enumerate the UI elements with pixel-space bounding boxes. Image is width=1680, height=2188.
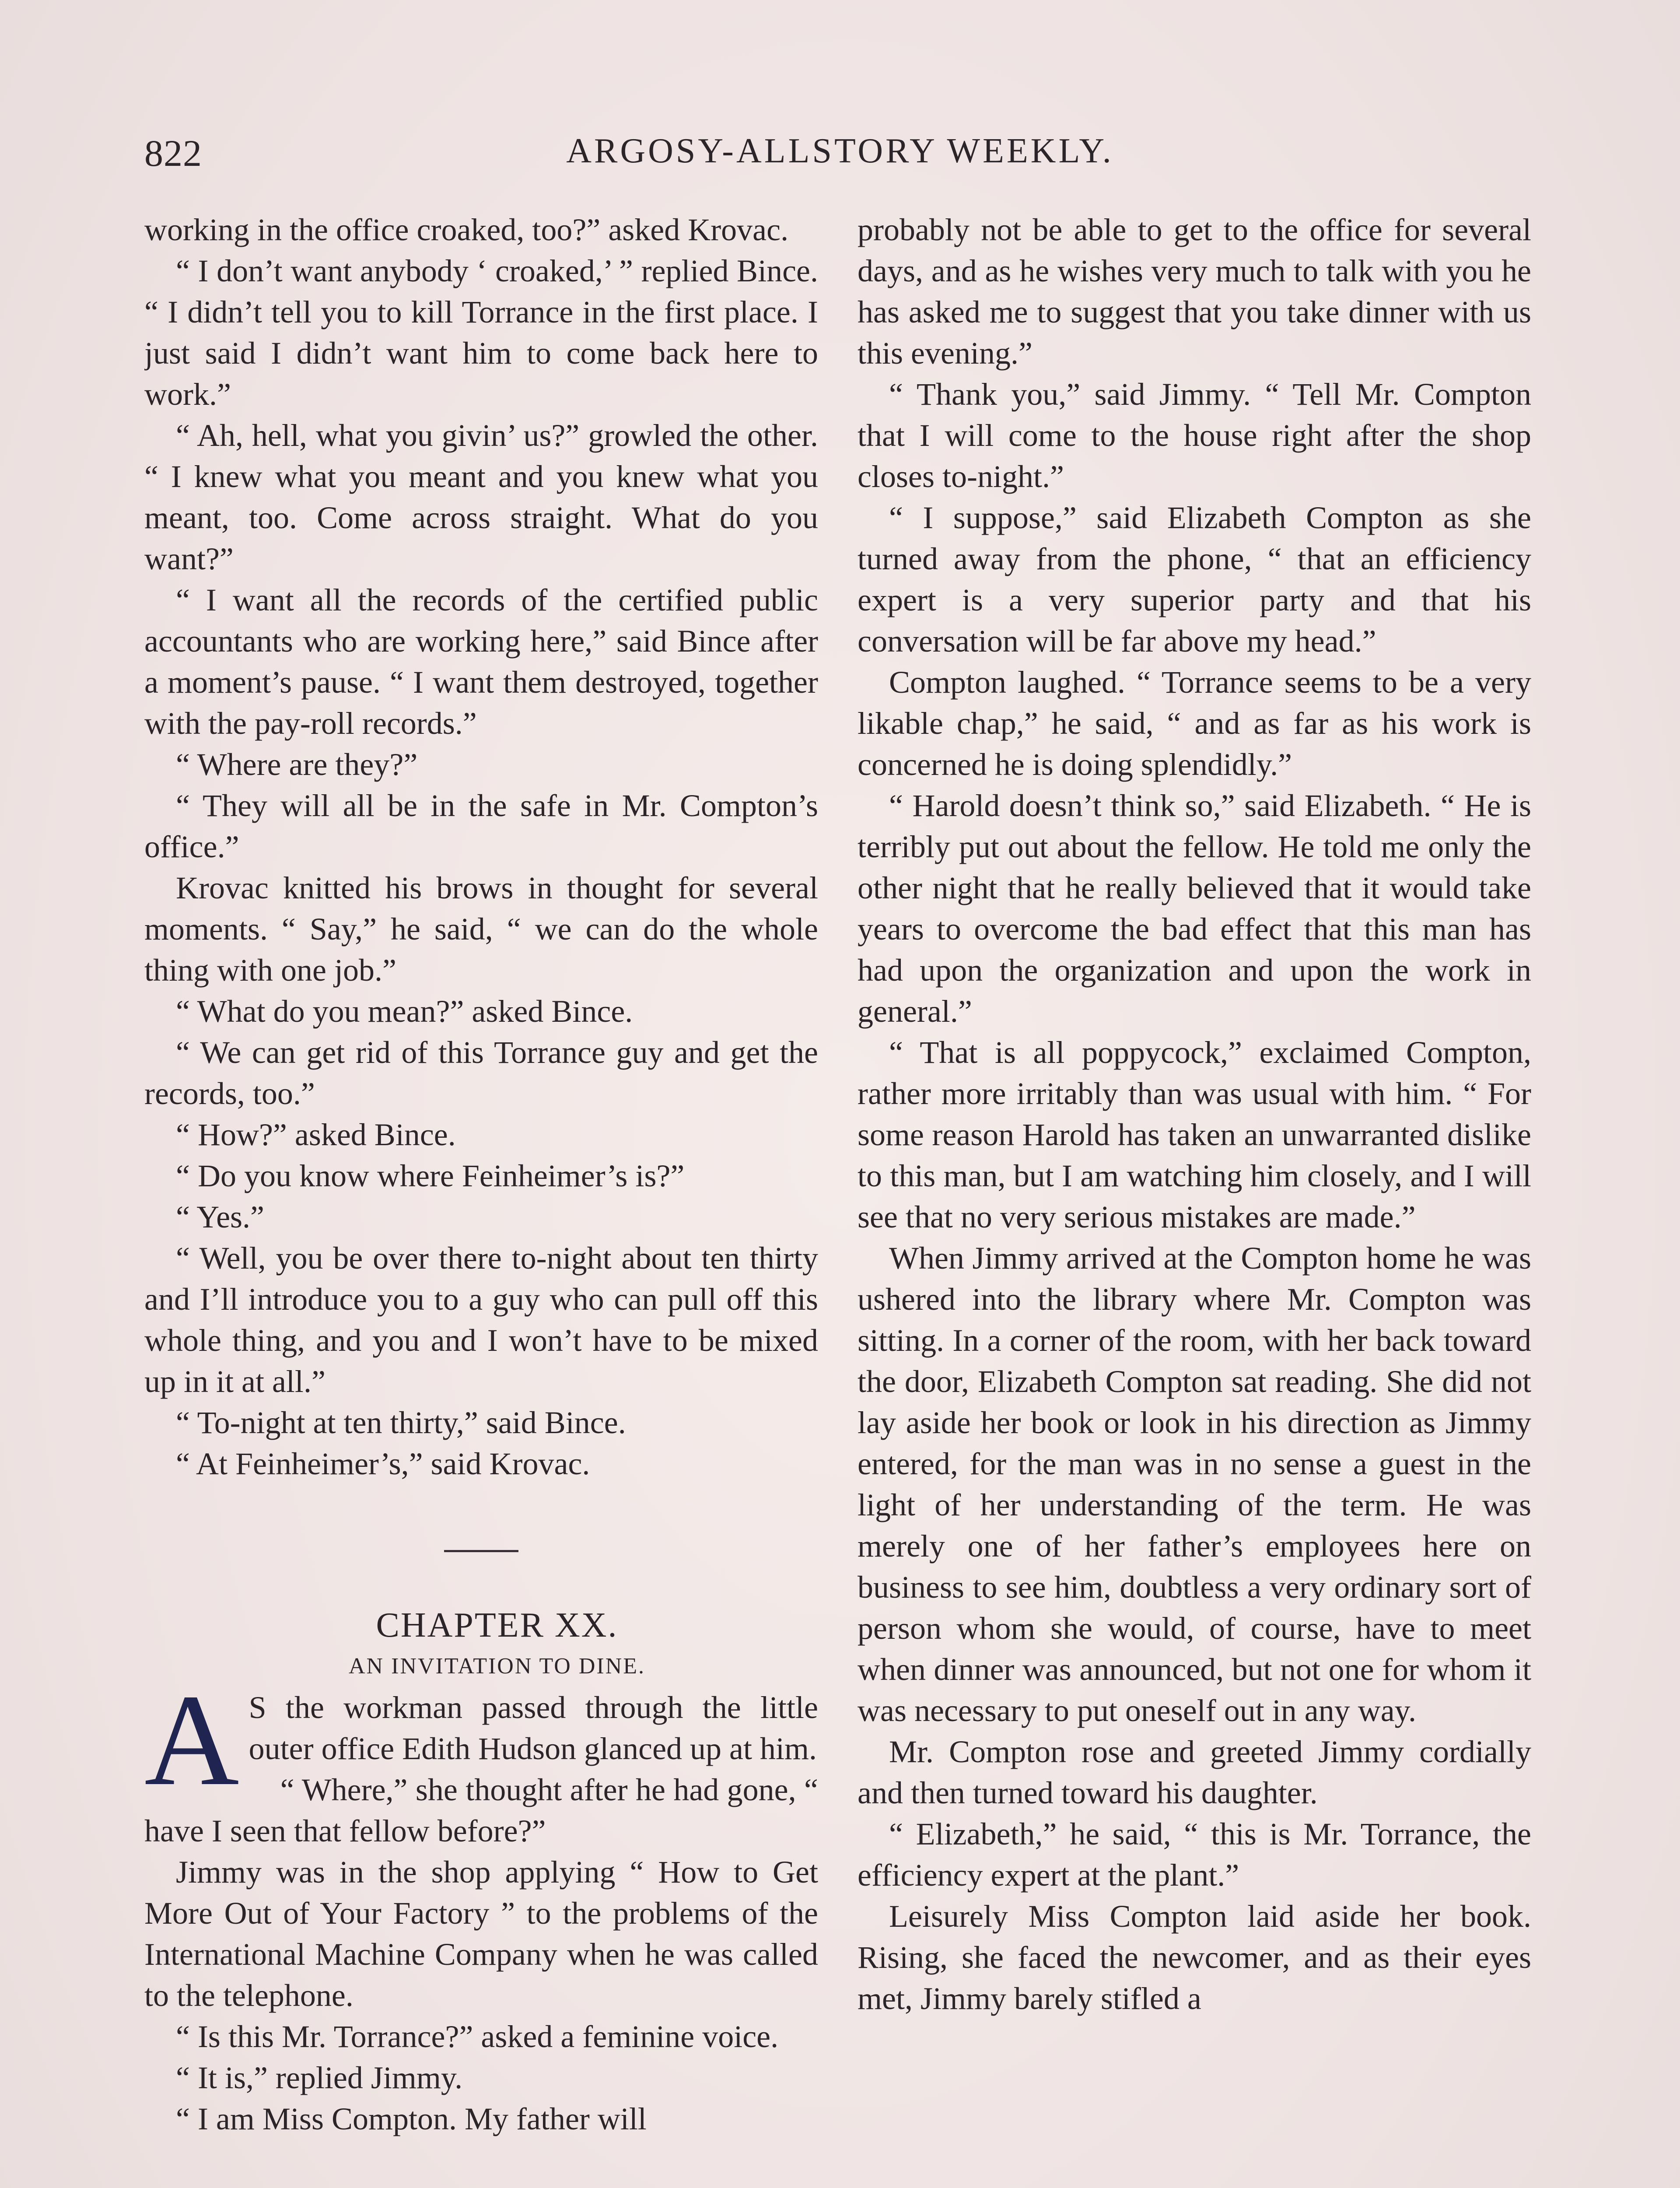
page-header <box>144 131 1536 179</box>
section-divider <box>444 1550 518 1552</box>
paragraph: “ To-night at ten thirty,” said Bince. <box>176 1405 626 1440</box>
paragraph: “ How?” asked Bince. <box>176 1117 456 1152</box>
paragraph: “ What do you mean?” asked Bince. <box>176 994 633 1029</box>
right-column <box>858 209 1531 2188</box>
paragraph: Compton laughed. “ Torrance seems to be a very likable chap,” he said, “ and as far as his work is concerned he is doing splendidly.” <box>858 665 1531 782</box>
paragraph: “ They will all be in the safe in Mr. Compton’s office.” <box>144 788 818 864</box>
paragraph: “ I want all the records of the certified public accountants who are working here,” said Bince after a moment’s pause. “ I want them destroyed, together with the pay-roll records.” <box>144 582 818 741</box>
paragraph: Leisurely Miss Compton laid aside her book. Rising, she faced the newcomer, and as their eyes met, Jimmy barely stifled a <box>858 1899 1531 2016</box>
paragraph: Krovac knitted his brows in thought for several moments. “ Say,” he said, “ we can do the whole thing with one job.” <box>144 870 818 988</box>
paragraph: “ Where,” she thought after he had gone, “ have I seen that fellow before?” <box>144 1772 818 1848</box>
paragraph: “ Thank you,” said Jimmy. “ Tell Mr. Compton that I will come to the house right after the shop closes to-night.” <box>858 377 1531 494</box>
paragraph: “ Well, you be over there to-night about ten thirty and I’ll introduce you to a guy who can pull off this whole thing, and you and I won’t have to be mixed up in it at all.” <box>144 1241 818 1399</box>
running-head: ARGOSY-ALLSTORY WEEKLY. <box>566 132 1114 170</box>
paragraph: “ Harold doesn’t think so,” said Elizabeth. “ He is terribly put out about the fellow. He told me only the other night that he really believed that it would take years to overcome the bad effect that this man has had upon the organization and upon the work in general.” <box>858 788 1531 1029</box>
paragraph: “ Is this Mr. Torrance?” asked a feminine voice. <box>176 2019 779 2054</box>
paragraph: “ At Feinheimer’s,” said Krovac. <box>176 1446 590 1481</box>
drop-cap: A <box>144 1667 239 1813</box>
paragraph: “ Elizabeth,” he said, “ this is Mr. Torrance, the efficiency expert at the plant.” <box>858 1816 1531 1893</box>
paragraph: “ I suppose,” said Elizabeth Compton as she turned away from the phone, “ that an efficiency expert is a very superior party and that his conversation will be far above my head.” <box>858 500 1531 659</box>
paragraph: When Jimmy arrived at the Compton home he was ushered into the library where Mr. Compton was sitting. In a corner of the room, with her back toward the door, Elizabeth Compton sat reading. She did not lay aside her book or look in his direction as Jimmy entered, for the man was in no sense a guest in the light of her understanding of the term. He was merely one of her father’s employees here on business to see him, doubtless a very ordinary sort of person whom she would, of course, have to meet when dinner was announced, but not one for whom it was necessary to put oneself out in any way. <box>858 1241 1531 1728</box>
paragraph: “ Yes.” <box>176 1199 265 1234</box>
paragraph: “ Ah, hell, what you givin’ us?” growled the other. “ I knew what you meant and you knew what you meant, too. Come across straight. What do you want?” <box>144 418 818 576</box>
left-column <box>144 209 818 2188</box>
paragraph: “ I don’t want anybody ‘ croaked,’ ” replied Bince. “ I didn’t tell you to kill Torrance in the first place. I just said I didn’t want him to come back here to work.” <box>144 253 818 412</box>
paragraph: “ That is all poppycock,” exclaimed Compton, rather more irritably than was usual with him. “ For some reason Harold has taken an unwarranted dislike to this man, but I am watching him closely, and I will see that no very serious mistakes are made.” <box>858 1035 1531 1234</box>
chapter-title: CHAPTER XX. <box>376 1606 618 1645</box>
paragraph: “ Where are they?” <box>176 747 418 782</box>
chapter-subtitle: AN INVITATION TO DINE. <box>348 1654 646 1679</box>
paragraph: “ I am Miss Compton. My father will <box>176 2101 647 2136</box>
paragraph: Jimmy was in the shop applying “ How to Get More Out of Your Factory ” to the problems of the International Machine Company when he was called to the telephone. <box>144 1855 818 2013</box>
paragraph: probably not be able to get to the office for several days, and as he wishes very much to talk with you he has asked me to suggest that you take dinner with us this evening.” <box>858 212 1531 371</box>
paragraph: “ We can get rid of this Torrance guy and get the records, too.” <box>144 1035 818 1111</box>
paragraph: working in the office croaked, too?” asked Krovac. <box>144 212 789 247</box>
opening-paragraph-text: S the workman passed through the little outer office Edith Hudson glanced up at him. <box>248 1690 818 1766</box>
page-number: 822 <box>144 132 202 174</box>
paragraph: “ It is,” replied Jimmy. <box>176 2060 463 2095</box>
paragraph: “ Do you know where Feinheimer’s is?” <box>176 1158 685 1193</box>
paragraph: Mr. Compton rose and greeted Jimmy cordially and then turned toward his daughter. <box>858 1734 1531 1810</box>
